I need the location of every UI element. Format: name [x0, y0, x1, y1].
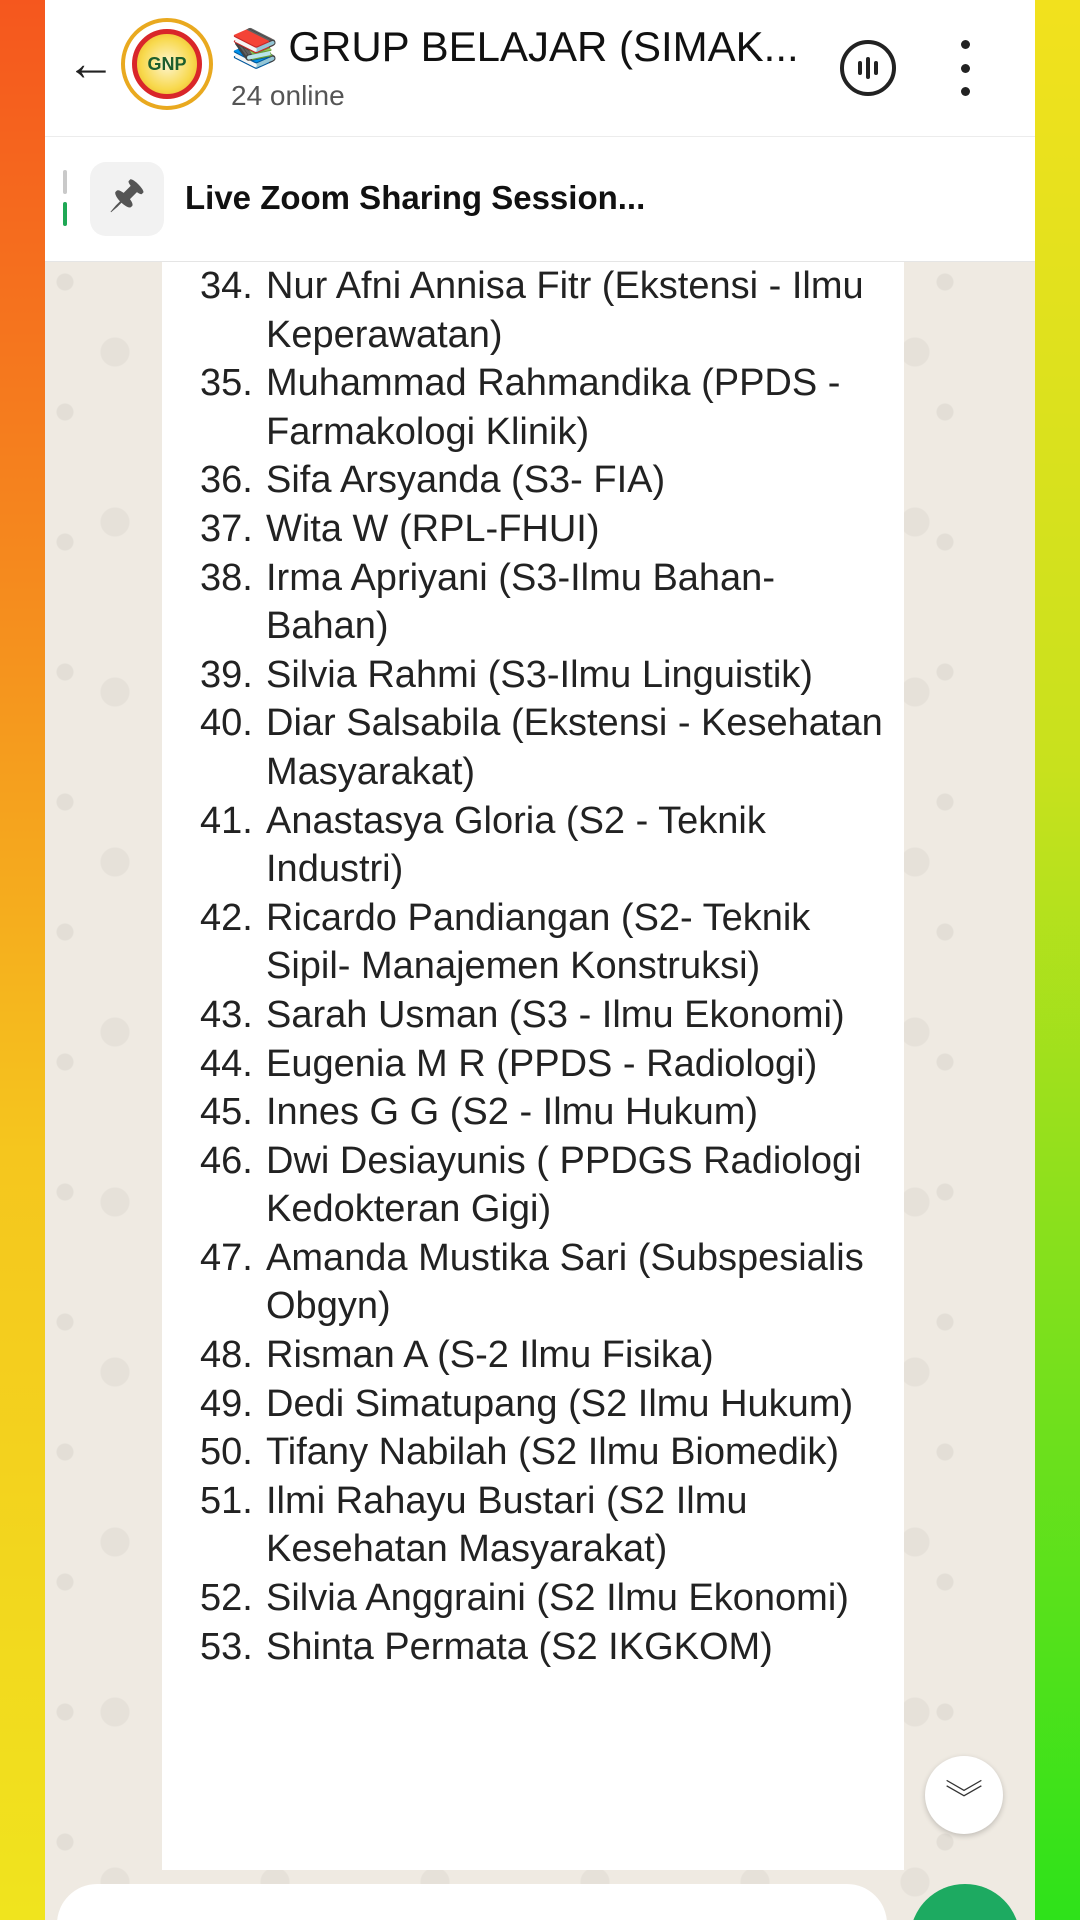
voice-bar: [866, 57, 870, 79]
list-item: [200, 1623, 890, 1672]
list-item: [200, 894, 890, 991]
list-item-text: Sarah Usman (S3 - Ilmu Ekonomi): [266, 993, 845, 1036]
list-item-text: Ricardo Pandiangan (S2- Teknik Sipil- Manajemen Konstruksi): [266, 896, 811, 988]
menu-dot: [961, 64, 970, 73]
list-item-number: 34.: [200, 265, 253, 307]
list-item: [200, 651, 890, 700]
chat-screen: [45, 0, 1035, 1920]
list-item-number: 46.: [200, 1139, 253, 1182]
message-input-bar[interactable]: [57, 1884, 887, 1920]
chat-title-area[interactable]: [231, 22, 851, 112]
list-item-text: Anastasya Gloria (S2 - Teknik Industri): [266, 799, 766, 891]
list-item-number: 50.: [200, 1431, 253, 1474]
group-avatar[interactable]: [121, 18, 213, 110]
list-item: [200, 554, 890, 651]
list-item-text: Ilmi Rahayu Bustari (S2 Ilmu Kesehatan Masyarakat): [266, 1479, 748, 1571]
back-button[interactable]: [63, 35, 119, 91]
scroll-to-bottom-button[interactable]: [925, 1756, 1003, 1834]
chat-title-text: GRUP BELAJAR (SIMAK...: [288, 23, 799, 70]
list-item-text: Silvia Anggraini (S2 Ilmu Ekonomi): [266, 1577, 849, 1620]
avatar-logo-text: GNP: [147, 53, 187, 74]
list-item-number: 45.: [200, 1091, 253, 1134]
list-item-text: Tifany Nabilah (S2 Ilmu Biomedik): [266, 1431, 840, 1474]
double-chevron-down-icon: ︾: [944, 1778, 983, 1821]
avatar-logo: [132, 29, 202, 99]
list-item-text: Silvia Rahmi (S3-Ilmu Linguistik): [266, 653, 813, 696]
chat-title: [231, 22, 851, 74]
list-item-number: 40.: [200, 702, 253, 745]
more-options-button[interactable]: [950, 40, 980, 96]
pinned-indicator-active: [63, 202, 67, 226]
pin-icon: 🖈︎: [90, 162, 164, 236]
pinned-message-text: Live Zoom Sharing Session...: [185, 179, 646, 216]
list-item: [200, 359, 890, 456]
list-item-text: Risman A (S-2 Ilmu Fisika): [266, 1334, 714, 1377]
list-item-number: 38.: [200, 556, 253, 599]
list-item-text: Innes G G (S2 - Ilmu Hukum): [266, 1091, 759, 1134]
list-item-number: 51.: [200, 1479, 253, 1522]
list-item-text: Wita W (RPL-FHUI): [266, 507, 600, 550]
online-count: 24 online: [231, 80, 345, 111]
right-gradient-border: [1035, 0, 1080, 1920]
list-item-number: 52.: [200, 1577, 253, 1620]
list-item-number: 47.: [200, 1236, 253, 1279]
list-item-text: Eugenia M R (PPDS - Radiologi): [266, 1042, 818, 1085]
message-bubble[interactable]: [162, 262, 904, 1870]
list-item: [200, 1574, 890, 1623]
list-item: [200, 505, 890, 554]
list-item: [200, 699, 890, 796]
list-item-text: Shinta Permata (S2 IKGKOM): [266, 1625, 773, 1668]
list-item-number: 41.: [200, 799, 253, 842]
list-item-text: Sifa Arsyanda (S3- FIA): [266, 459, 666, 502]
list-item-number: 36.: [200, 459, 253, 502]
menu-dot: [961, 87, 970, 96]
voice-chat-button[interactable]: [840, 40, 896, 96]
list-item-number: 53.: [200, 1625, 253, 1668]
list-item: [200, 991, 890, 1040]
list-item: [200, 1477, 890, 1574]
voice-chat-icon: [858, 61, 862, 75]
list-item-number: 49.: [200, 1382, 253, 1425]
list-item: [200, 1234, 890, 1331]
more-vertical-icon: [961, 40, 970, 49]
list-item: [200, 1040, 890, 1089]
pinned-indicator-segment: [63, 170, 67, 194]
voice-bar: [874, 61, 878, 75]
left-gradient-border: [0, 0, 45, 1920]
list-item-number: 35.: [200, 362, 253, 405]
list-item-text: Dedi Simatupang (S2 Ilmu Hukum): [266, 1382, 854, 1425]
list-item-number: 44.: [200, 1042, 253, 1085]
list-item: [200, 1331, 890, 1380]
books-icon: 📚: [231, 28, 279, 70]
list-item: [200, 797, 890, 894]
list-item-number: 37.: [200, 507, 253, 550]
arrow-left-icon: ←: [66, 35, 116, 91]
participant-list: [200, 262, 890, 1671]
list-item-text: Muhammad Rahmandika (PPDS -Farmakologi Klinik): [266, 362, 841, 453]
list-item: [200, 262, 890, 359]
list-item-text: Dwi Desiayunis ( PPDGS Radiologi Kedokteran Gigi): [266, 1139, 862, 1231]
list-item-text: Diar Salsabila (Ekstensi - Kesehatan Masyarakat): [266, 702, 883, 793]
list-item-number: 43.: [200, 993, 253, 1036]
chat-header: [45, 0, 1035, 137]
list-item-number: 39.: [200, 653, 253, 696]
list-item-text: Irma Apriyani (S3-Ilmu Bahan-Bahan): [266, 556, 775, 648]
pinned-message-bar[interactable]: [45, 137, 1035, 262]
pinned-indicator: [63, 170, 67, 228]
list-item-number: 42.: [200, 896, 253, 939]
list-item: [200, 1380, 890, 1429]
list-item: [200, 456, 890, 505]
list-item-text: Nur Afni Annisa Fitr (Ekstensi - Ilmu Keperawatan): [266, 265, 864, 356]
list-item-text: Amanda Mustika Sari (Subspesialis Obgyn): [266, 1236, 864, 1328]
list-item: [200, 1088, 890, 1137]
list-item: [200, 1137, 890, 1234]
list-item-number: 48.: [200, 1334, 253, 1377]
list-item: [200, 1428, 890, 1477]
